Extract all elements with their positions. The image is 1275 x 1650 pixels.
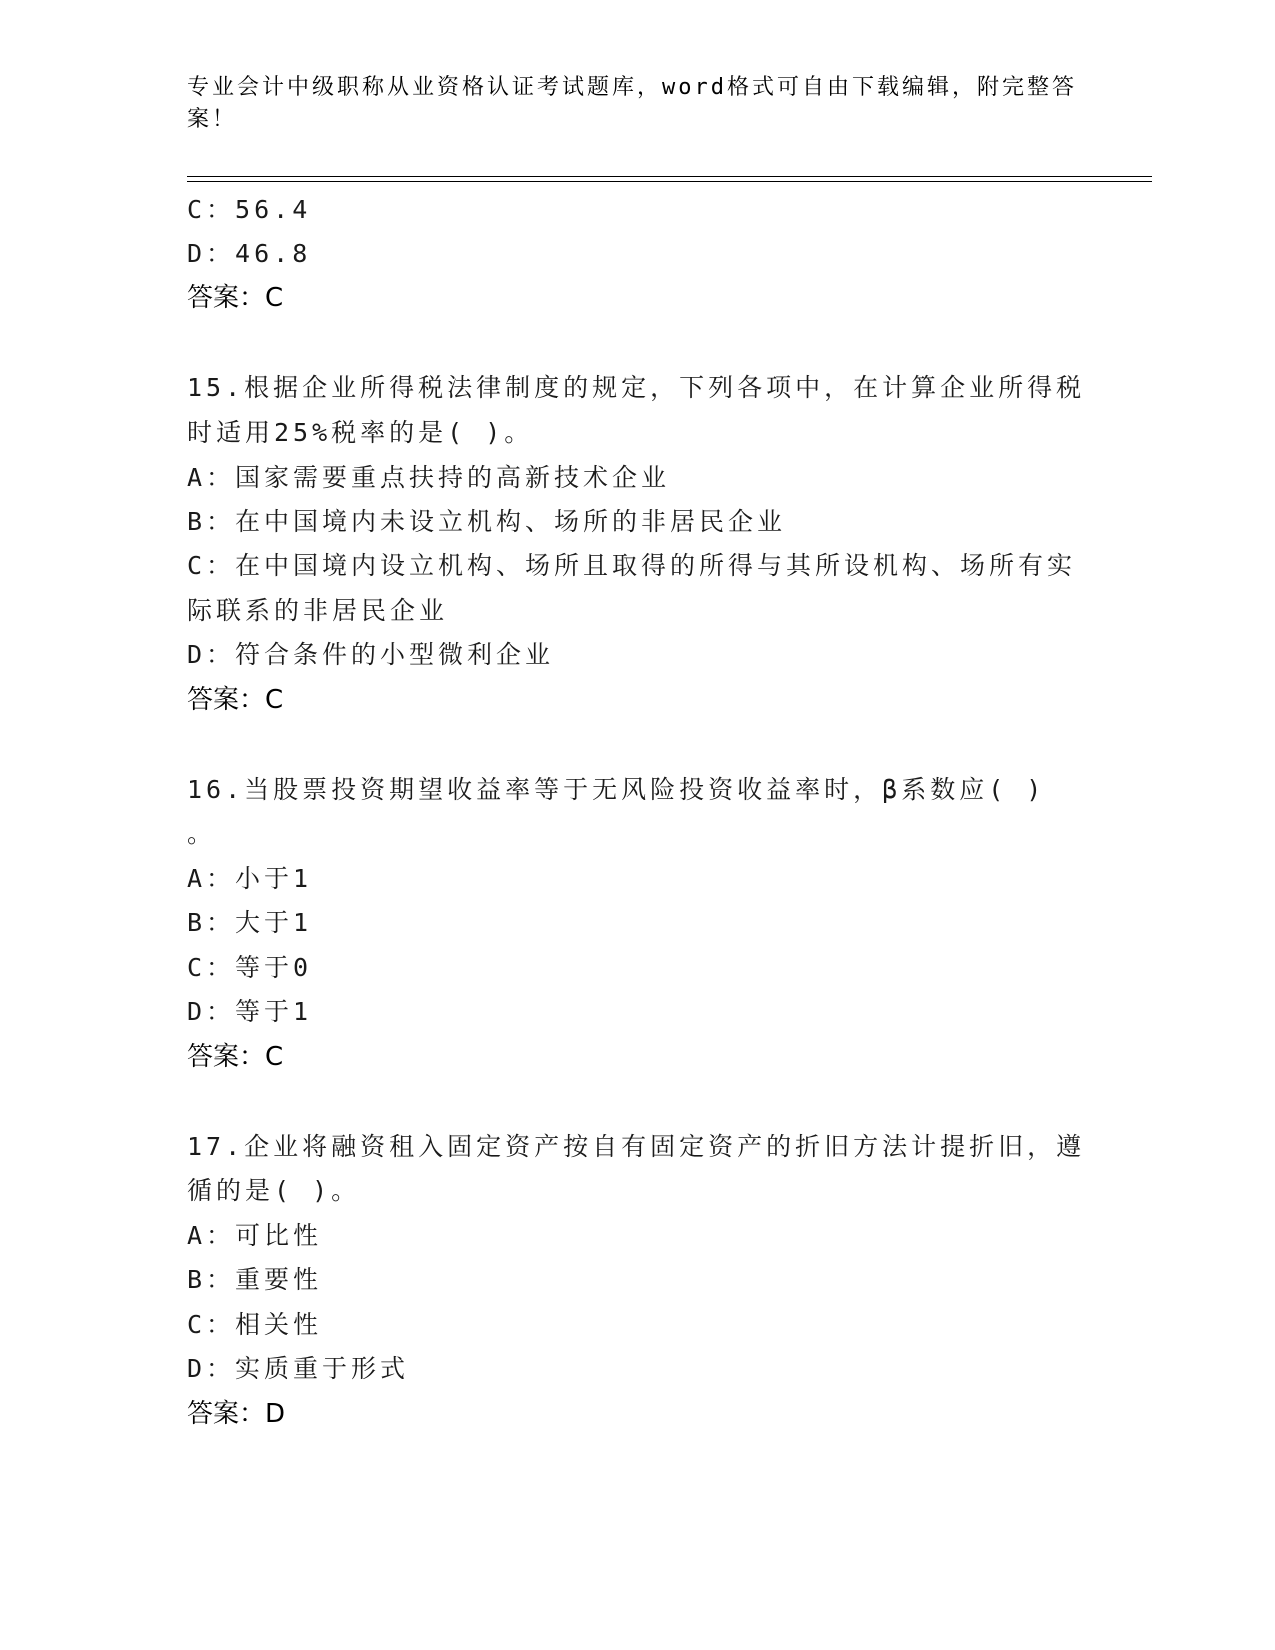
q16-answer: 答案：C	[187, 1042, 284, 1072]
q15-stem-line1: 15.根据企业所得税法律制度的规定，下列各项中，在计算企业所得税	[187, 373, 1086, 402]
q17-stem-line2: 循的是( )。	[187, 1176, 361, 1205]
q17-answer: 答案：D	[187, 1399, 286, 1429]
q15-option-d: D：符合条件的小型微利企业	[187, 640, 555, 669]
header-text: 专业会计中级职称从业资格认证考试题库，word格式可自由下载编辑，附完整答案！	[187, 75, 1077, 132]
q16-stem-line1: 16.当股票投资期望收益率等于无风险投资收益率时，β系数应( )	[187, 775, 1046, 804]
q17-option-d: D：实质重于形式	[187, 1354, 410, 1383]
q15-stem-line2: 时适用25%税率的是( )。	[187, 418, 534, 447]
header-divider-top	[187, 176, 1152, 177]
prev-answer: 答案：C	[187, 283, 284, 313]
header-divider-bottom	[187, 181, 1152, 182]
q17-stem-line1: 17.企业将融资租入固定资产按自有固定资产的折旧方法计提折旧，遵	[187, 1132, 1086, 1161]
q16-stem-line2: 。	[187, 819, 217, 848]
prev-option-c: C：56.4	[187, 195, 312, 224]
q15-option-c-line2: 际联系的非居民企业	[187, 596, 449, 625]
q15-option-c-line1: C：在中国境内设立机构、场所且取得的所得与其所设机构、场所有实	[187, 551, 1077, 580]
q16-option-a: A：小于1	[187, 864, 313, 893]
q16-option-c: C：等于0	[187, 953, 313, 982]
q17-option-c: C：相关性	[187, 1310, 323, 1339]
q16-option-d: D：等于1	[187, 997, 313, 1026]
q15-option-b: B：在中国境内未设立机构、场所的非居民企业	[187, 507, 787, 536]
q17-option-b: B：重要性	[187, 1265, 323, 1294]
q17-option-a: A：可比性	[187, 1221, 323, 1250]
q15-option-a: A：国家需要重点扶持的高新技术企业	[187, 463, 671, 492]
q15-answer: 答案：C	[187, 685, 284, 715]
q16-option-b: B：大于1	[187, 908, 313, 937]
prev-option-d: D：46.8	[187, 239, 312, 268]
